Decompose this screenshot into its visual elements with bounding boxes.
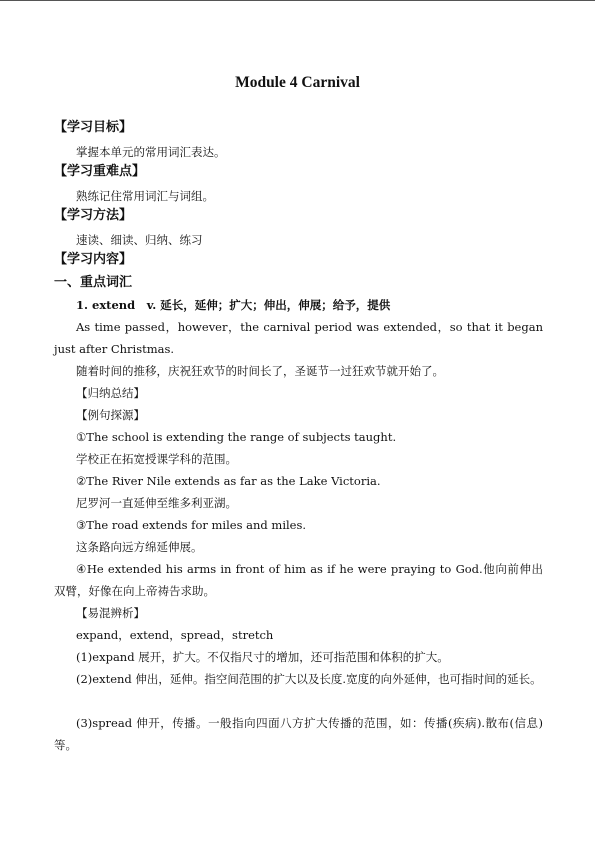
part1-heading: 一、重点词汇: [54, 275, 133, 290]
example4: ④He extended his arms in front of him as if he were praying to God.他向前伸出双臂，好像在向上帝祷告求助。: [54, 562, 543, 598]
document-title: Module 4 Carnival: [235, 74, 360, 91]
example-chinese: 随着时间的推移，庆祝狂欢节的时间长了，圣诞节一过狂欢节就开始了。: [76, 364, 444, 378]
method-heading: 【学习方法】: [54, 208, 133, 223]
example3-english: ③The road extends for miles and miles.: [76, 518, 307, 532]
example-english: As time passed，however，the carnival period was extended，so that it began just after Christmas.: [54, 320, 543, 356]
objective-text: 掌握本单元的常用词汇表达。: [76, 145, 226, 159]
example3-chinese: 这条路向远方绵延伸展。: [76, 540, 203, 554]
example2-chinese: 尼罗河一直延伸至维多利亚湖。: [76, 496, 237, 510]
confusables-words: expand，extend，spread，stretch: [76, 628, 274, 642]
confusables-label: 【易混辨析】: [76, 606, 145, 620]
example2-english: ②The River Nile extends as far as the Lake Victoria.: [76, 474, 381, 488]
example1-chinese: 学校正在拓宽授课学科的范围。: [76, 452, 237, 466]
confusable-extend: (2)extend 伸出，延伸。指空间范围的扩大以及长度.宽度的向外延伸，也可指时间的延长。: [76, 672, 542, 686]
content-heading: 【学习内容】: [54, 252, 133, 267]
example1-english: ①The school is extending the range of subjects taught.: [76, 430, 397, 444]
summary-label: 【归纳总结】: [76, 386, 145, 400]
confusable-expand: (1)expand 展开，扩大。不仅指尺寸的增加，还可指范围和体积的扩大。: [76, 650, 449, 664]
objective-heading: 【学习目标】: [54, 120, 133, 135]
examples-label: 【例句探源】: [76, 408, 145, 422]
headword-entry: 1. extend v. 延长，延伸；扩大；伸出，伸展；给予，提供: [76, 298, 391, 312]
key-points-heading: 【学习重难点】: [54, 164, 146, 179]
method-text: 速读、细读、归纳、练习: [76, 233, 203, 247]
key-points-text: 熟练记住常用词汇与词组。: [76, 189, 214, 203]
confusable-spread: (3)spread 伸开，传播。一般指向四面八方扩大传播的范围，如：传播(疾病).散布(信息)等。: [54, 716, 543, 752]
page-top-rule: [0, 0, 595, 1]
